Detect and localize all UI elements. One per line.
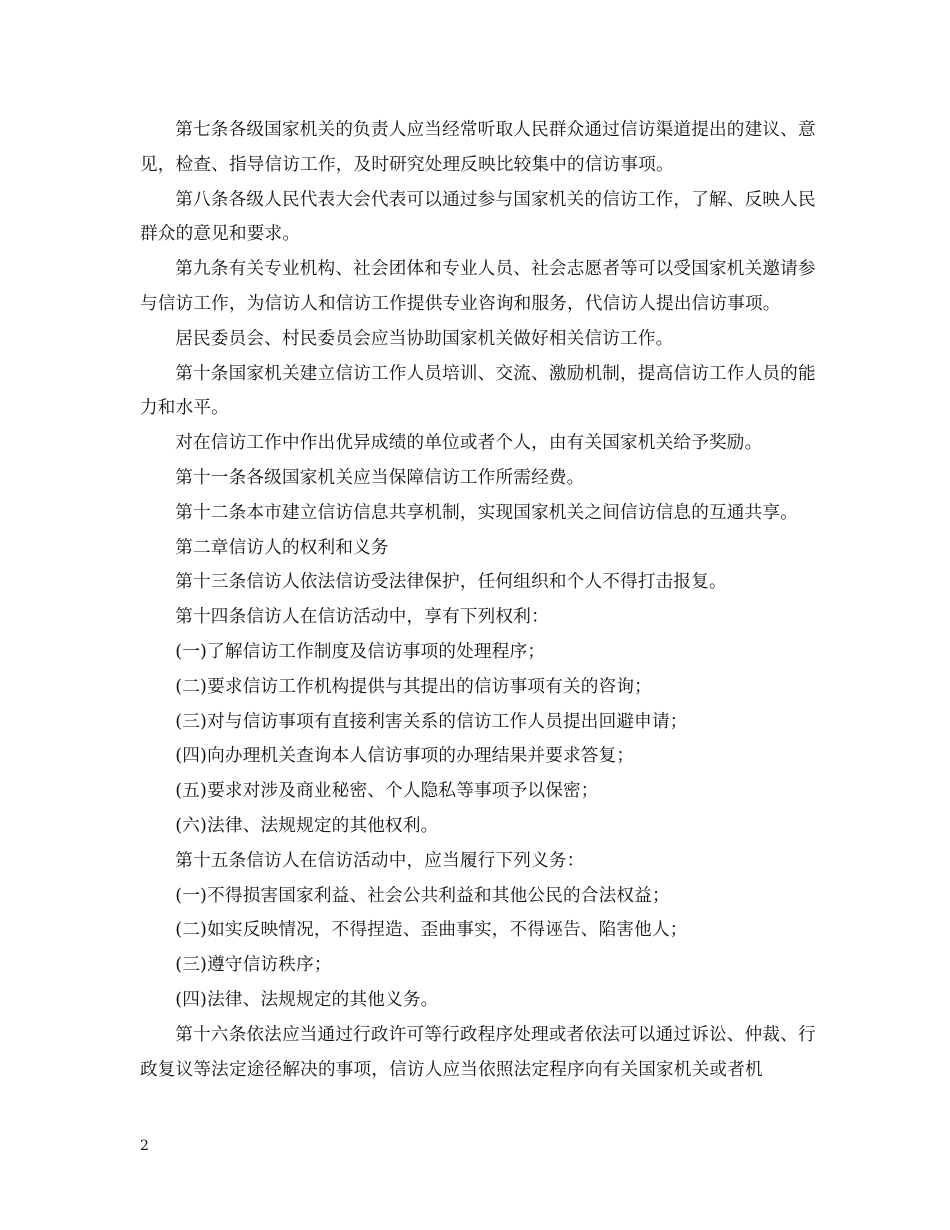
- paragraph: 第八条各级人民代表大会代表可以通过参与国家机关的信访工作，了解、反映人民群众的意见和要求。: [140, 189, 816, 245]
- paragraph: 第十条国家机关建立信访工作人员培训、交流、激励机制，提高信访工作人员的能力和水平。: [140, 363, 816, 419]
- document-body: [140, 113, 830, 1087]
- paragraph: 对在信访工作中作出优异成绩的单位或者个人，由有关国家机关给予奖励。: [175, 433, 763, 454]
- paragraph: 第十五条信访人在信访活动中，应当履行下列义务：: [175, 850, 585, 871]
- list-item: (三)遵守信访秩序；: [175, 955, 332, 976]
- paragraph: 居民委员会、村民委员会应当协助国家机关做好相关信访工作。: [175, 328, 674, 349]
- paragraph: 第十三条信访人依法信访受法律保护，任何组织和个人不得打击报复。: [175, 572, 727, 593]
- paragraph: 第十四条信访人在信访活动中，享有下列权利：: [175, 607, 549, 628]
- paragraph: 第十二条本市建立信访信息共享机制，实现国家机关之间信访信息的互通共享。: [175, 502, 798, 523]
- list-item: (五)要求对涉及商业秘密、个人隐私等事项予以保密；: [175, 781, 599, 802]
- list-item: (三)对与信访事项有直接利害关系的信访工作人员提出回避申请；: [175, 711, 688, 732]
- paragraph: 第十一条各级国家机关应当保障信访工作所需经费。: [175, 467, 585, 488]
- list-item: (一)不得损害国家利益、社会公共利益和其他公民的合法权益；: [175, 885, 670, 906]
- chapter-heading: 第二章信访人的权利和义务: [175, 537, 389, 558]
- paragraph: 第十六条依法应当通过行政许可等行政程序处理或者依法可以通过诉讼、仲裁、行政复议等法定途径解决的事项，信访人应当依照法定程序向有关国家机关或者机: [140, 1024, 816, 1080]
- list-item: (一)了解信访工作制度及信访事项的处理程序；: [175, 641, 546, 662]
- list-item: (二)如实反映情况，不得捏造、歪曲事实，不得诬告、陷害他人；: [175, 920, 688, 941]
- paragraph: 第九条有关专业机构、社会团体和专业人员、社会志愿者等可以受国家机关邀请参与信访工作，为信访人和信访工作提供专业咨询和服务，代信访人提出信访事项。: [140, 259, 816, 314]
- page-number: 2: [140, 1138, 149, 1154]
- list-item: (六)法律、法规规定的其他权利。: [175, 815, 439, 836]
- list-item: (二)要求信访工作机构提供与其提出的信访事项有关的咨询；: [175, 676, 652, 697]
- paragraph: 第七条各级国家机关的负责人应当经常听取人民群众通过信访渠道提出的建议、意见，检查、指导信访工作，及时研究处理反映比较集中的信访事项。: [140, 120, 816, 175]
- list-item: (四)向办理机关查询本人信访事项的办理结果并要求答复；: [175, 746, 635, 767]
- list-item: (四)法律、法规规定的其他义务。: [175, 989, 439, 1010]
